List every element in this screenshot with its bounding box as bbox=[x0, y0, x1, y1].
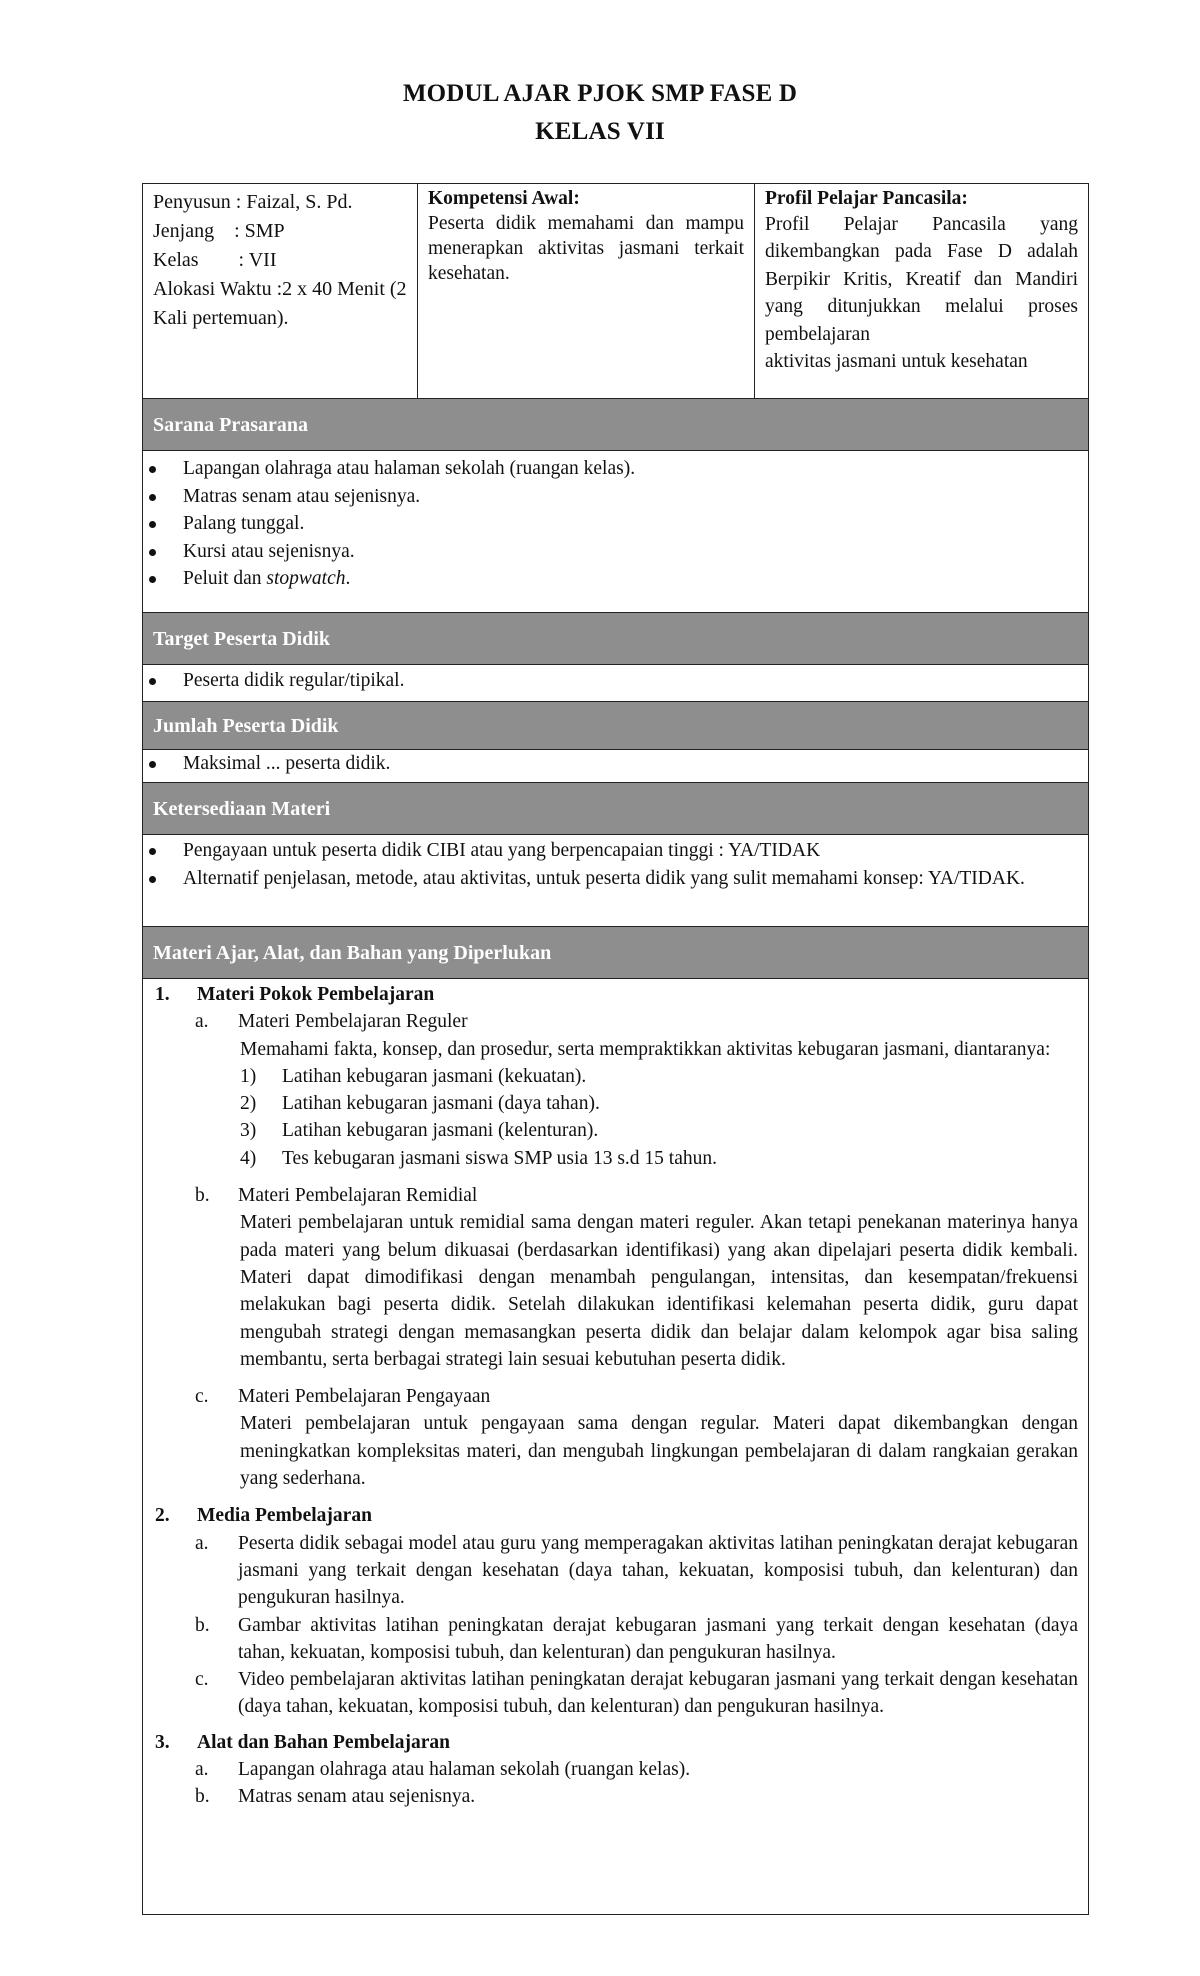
section-3-heading bbox=[153, 1729, 1078, 1756]
list-item: Lapangan olahraga atau halaman sekolah (ruangan kelas). bbox=[143, 455, 1088, 483]
sarana-list bbox=[143, 451, 1088, 593]
list-item bbox=[153, 1063, 1078, 1090]
sarana-heading: Sarana Prasarana bbox=[143, 399, 1088, 451]
materi-heading: Materi Ajar, Alat, dan Bahan yang Diperlukan bbox=[143, 927, 1088, 979]
list-item: Peserta didik regular/tipikal. bbox=[143, 667, 1088, 695]
stopwatch-text: stopwatch bbox=[266, 568, 346, 589]
sarana-section bbox=[143, 451, 1088, 613]
subsection-a-heading bbox=[153, 1008, 1078, 1035]
list-item bbox=[153, 1783, 1078, 1810]
item-text: Matras senam atau sejenisnya. bbox=[238, 1786, 476, 1808]
item-number: 4) bbox=[240, 1147, 257, 1169]
subsection-title: Materi Pembelajaran Remidial bbox=[238, 1185, 478, 1207]
list-item bbox=[153, 1666, 1078, 1721]
profil-text: Profil Pelajar Pancasila yang dikembangkan pada Fase D adalah Berpikir Kritis, Kreatif dan Mandiri yang ditunjukkan melalui proses pembelajaran bbox=[765, 214, 1078, 345]
section-title: Alat dan Bahan Pembelajaran bbox=[197, 1731, 450, 1753]
jenjang-text: Jenjang : SMP bbox=[153, 220, 285, 242]
identity-cell bbox=[143, 184, 418, 398]
item-number: 3) bbox=[240, 1120, 257, 1142]
document-title: MODUL AJAR PJOK SMP FASE D bbox=[402, 80, 798, 107]
item-text: Latihan kebugaran jasmani (kekuatan). bbox=[282, 1065, 587, 1087]
subsection-letter: a. bbox=[195, 1011, 209, 1033]
item-letter: b. bbox=[195, 1786, 210, 1808]
target-list bbox=[143, 665, 1088, 695]
kompetensi-heading: Kompetensi Awal: bbox=[428, 188, 580, 209]
ketersediaan-section bbox=[143, 835, 1088, 927]
item-text: Peserta didik sebagai model atau guru yang memperagakan aktivitas latihan peningkatan derajat kebugaran jasmani yang terkait dengan kesehatan (daya tahan, kekuatan, komposisi tubuh, dan kelenturan) dan pengukuran hasilnya. bbox=[238, 1532, 1078, 1609]
item-text: Gambar aktivitas latihan peningkatan derajat kebugaran jasmani yang terkait dengan kesehatan (daya tahan, kekuatan, komposisi tubuh, dan kelenturan) dan pengukuran hasilnya. bbox=[238, 1614, 1078, 1663]
pengayaan-text: Materi pembelajaran untuk pengayaan sama dengan regular. Materi dapat dikembangkan dengan meningkatkan kompleksitas materi, dan mengubah lingkungan pembelajaran di dalam rangkaian gerakan yang sederhana. bbox=[240, 1413, 1078, 1490]
kompetensi-cell bbox=[418, 184, 755, 398]
section-2-heading bbox=[153, 1502, 1078, 1529]
item-letter: b. bbox=[195, 1614, 210, 1636]
reguler-text: Memahami fakta, konsep, dan prosedur, serta mempraktikkan aktivitas kebugaran jasmani, diantaranya: bbox=[240, 1038, 1051, 1060]
spacer bbox=[153, 1172, 1078, 1182]
subsection-letter: c. bbox=[195, 1386, 209, 1408]
identity-row bbox=[143, 184, 1088, 399]
penyusun-text: Penyusun : Faizal, S. Pd. bbox=[153, 191, 353, 213]
subsection-letter: b. bbox=[195, 1185, 210, 1207]
jumlah-section bbox=[143, 750, 1088, 783]
section-number: 2. bbox=[155, 1505, 170, 1527]
spacer bbox=[153, 1721, 1078, 1729]
list-item: Pengayaan untuk peserta didik CIBI atau yang berpencapaian tinggi : YA/TIDAK bbox=[143, 837, 1088, 865]
item-text: Tes kebugaran jasmani siswa SMP usia 13 s.d 15 tahun. bbox=[282, 1147, 717, 1169]
jumlah-list bbox=[143, 750, 1088, 778]
alokasi-text: Alokasi Waktu :2 x 40 Menit (2 Kali pertemuan). bbox=[153, 278, 407, 329]
list-item bbox=[153, 1530, 1078, 1612]
item-number: 1) bbox=[240, 1065, 257, 1087]
spacer bbox=[153, 1492, 1078, 1502]
section-number: 1. bbox=[155, 984, 170, 1005]
item-text: Video pembelajaran aktivitas latihan peningkatan derajat kebugaran jasmani yang terkait dengan kesehatan (daya tahan, kekuatan, komposisi tubuh, dan kelenturan) dan pengukuran hasilnya. bbox=[238, 1669, 1078, 1718]
subsection-title: Materi Pembelajaran Pengayaan bbox=[238, 1386, 491, 1408]
list-item-text: Peluit dan bbox=[183, 568, 267, 589]
list-item: Maksimal ... peserta didik. bbox=[143, 750, 1088, 778]
item-text: Latihan kebugaran jasmani (daya tahan). bbox=[282, 1093, 600, 1115]
document-subtitle: KELAS VII bbox=[535, 118, 665, 145]
list-item: Kursi atau sejenisnya. bbox=[143, 538, 1088, 566]
ketersediaan-heading: Ketersediaan Materi bbox=[143, 783, 1088, 835]
list-item-suffix: . bbox=[345, 568, 351, 589]
target-heading: Target Peserta Didik bbox=[143, 613, 1088, 665]
list-item bbox=[143, 565, 1088, 593]
profil-heading: Profil Pelajar Pancasila: bbox=[765, 188, 968, 209]
ketersediaan-list bbox=[143, 835, 1088, 892]
item-letter: a. bbox=[195, 1759, 209, 1781]
section-title: Media Pembelajaran bbox=[197, 1505, 372, 1527]
remidial-text: Materi pembelajaran untuk remidial sama dengan materi reguler. Akan tetapi penekanan materinya hanya pada materi yang belum dikuasai (berdasarkan identifikasi) yang akan dipelajari peserta didik kembali. Materi dapat dimodifikasi dengan menambah pengulangan, intensitas, dan kesempatan/frekuensi melakukan bagi peserta didik. Setelah dilakukan identifikasi kelemahan peserta didik, guru dapat mengubah strategi dengan memasangkan peserta didik dan belajar dalam kelompok agar bisa saling membantu, serta berbagai strategi lain sesuai kebutuhan peserta didik. bbox=[240, 1212, 1078, 1370]
list-item bbox=[153, 1612, 1078, 1667]
target-section bbox=[143, 665, 1088, 702]
list-item: Matras senam atau sejenisnya. bbox=[143, 483, 1088, 511]
materi-section bbox=[143, 979, 1088, 1811]
subsection-title: Materi Pembelajaran Reguler bbox=[238, 1011, 468, 1033]
jumlah-heading: Jumlah Peserta Didik bbox=[143, 702, 1088, 750]
item-text: Lapangan olahraga atau halaman sekolah (ruangan kelas). bbox=[238, 1759, 691, 1781]
profil-text-last: aktivitas jasmani untuk kesehatan bbox=[765, 351, 1028, 373]
list-item bbox=[153, 1145, 1078, 1172]
list-item bbox=[153, 1756, 1078, 1783]
item-letter: a. bbox=[195, 1532, 209, 1554]
section-number: 3. bbox=[155, 1731, 170, 1753]
section-title: Materi Pokok Pembelajaran bbox=[197, 984, 435, 1005]
list-item bbox=[153, 1090, 1078, 1117]
item-text: Latihan kebugaran jasmani (kelenturan). bbox=[282, 1120, 599, 1142]
spacer bbox=[153, 1373, 1078, 1383]
item-number: 2) bbox=[240, 1093, 257, 1115]
kompetensi-text: Peserta didik memahami dan mampu menerapkan aktivitas jasmani terkait kesehatan. bbox=[428, 213, 744, 284]
list-item: Palang tunggal. bbox=[143, 510, 1088, 538]
section-1-heading bbox=[153, 981, 1078, 1008]
profil-cell bbox=[755, 184, 1088, 398]
list-item: Alternatif penjelasan, metode, atau aktivitas, untuk peserta didik yang sulit memahami konsep: YA/TIDAK. bbox=[143, 865, 1088, 893]
kelas-text: Kelas : VII bbox=[153, 249, 277, 271]
subsection-b-heading bbox=[153, 1182, 1078, 1209]
item-letter: c. bbox=[195, 1669, 209, 1691]
module-table bbox=[142, 183, 1089, 1915]
subsection-c-heading bbox=[153, 1383, 1078, 1410]
list-item bbox=[153, 1117, 1078, 1144]
